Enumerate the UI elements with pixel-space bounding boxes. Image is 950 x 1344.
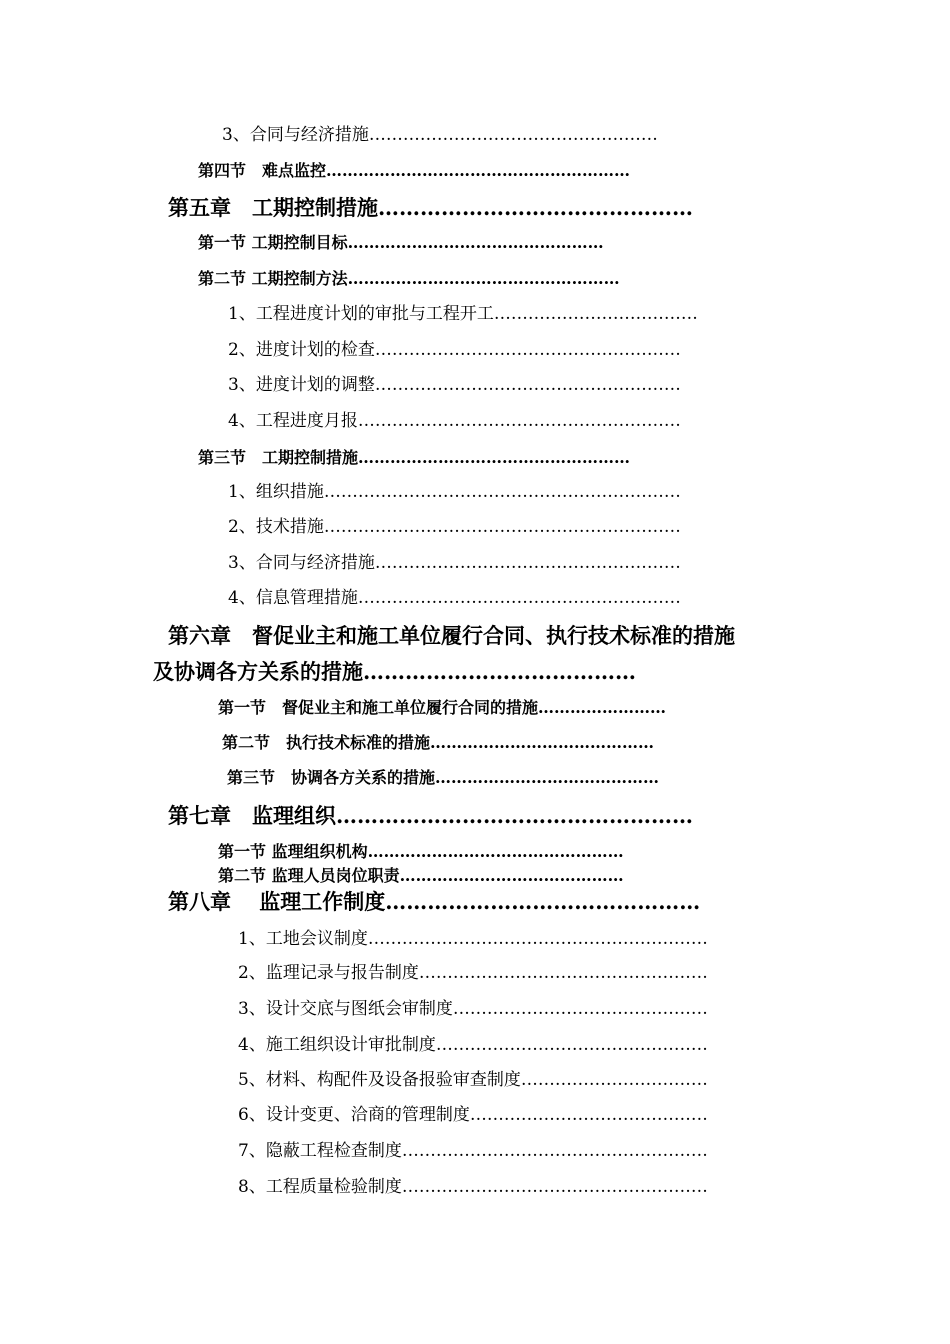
toc-item: 4、施工组织设计审批制度………………………………………… [238,1035,708,1055]
toc-item: 3、进度计划的调整……………………………………………… [228,375,681,395]
toc-chapter: 第六章 督促业主和施工单位履行合同、执行技术标准的措施 [168,623,735,648]
toc-item: 2、进度计划的检查……………………………………………… [228,340,681,360]
toc-item: 3、合同与经济措施…………………………………………… [222,125,658,145]
toc-item: 1、工地会议制度…………………………………………………… [238,929,708,949]
toc-section: 第二节 工期控制方法…………………………………………… [198,269,620,288]
toc-section: 第三节 工期控制措施…………………………………………… [198,448,631,467]
toc-chapter: 第七章 监理组织…………………………………………… [168,803,693,828]
toc-item: 3、合同与经济措施……………………………………………… [228,553,681,573]
toc-item: 5、材料、构配件及设备报验审查制度…………………………… [238,1070,708,1090]
toc-item: 2、技术措施……………………………………………………… [228,517,681,537]
toc-item: 4、信息管理措施………………………………………………… [228,588,681,608]
toc-chapter-continued: 及协调各方关系的措施………………………………… [153,659,636,684]
toc-chapter: 第五章 工期控制措施……………………………………… [168,195,693,220]
toc-chapter: 第八章 监理工作制度……………………………………… [168,889,701,914]
toc-section: 第三节 协调各方关系的措施…………………………………… [227,768,660,787]
toc-item: 7、隐蔽工程检查制度……………………………………………… [238,1141,708,1161]
toc-item: 6、设计变更、洽商的管理制度…………………………………… [238,1105,708,1125]
toc-section: 第一节 工期控制目标………………………………………… [198,233,604,252]
toc-section: 第四节 难点监控………………………………………………… [198,161,631,180]
toc-item: 1、组织措施……………………………………………………… [228,482,681,502]
toc-item: 8、工程质量检验制度……………………………………………… [238,1177,708,1197]
toc-item: 2、监理记录与报告制度…………………………………………… [238,963,708,983]
toc-item: 3、设计交底与图纸会审制度……………………………………… [238,999,708,1019]
toc-section: 第二节 监理人员岗位职责…………………………………… [218,866,624,885]
toc-section: 第二节 执行技术标准的措施…………………………………… [222,733,655,752]
toc-item: 1、工程进度计划的审批与工程开工……………………………… [228,304,698,324]
toc-item: 4、工程进度月报………………………………………………… [228,411,681,431]
toc-section: 第一节 督促业主和施工单位履行合同的措施…………………… [218,698,667,717]
toc-section: 第一节 监理组织机构………………………………………… [218,842,624,861]
